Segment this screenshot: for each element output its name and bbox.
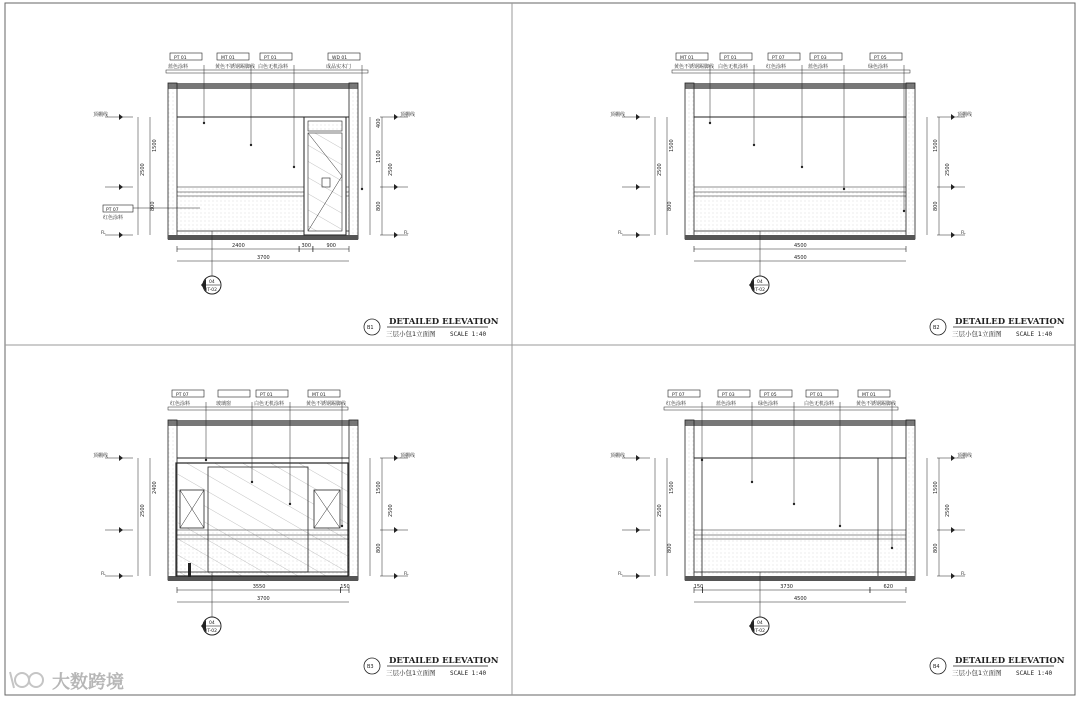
- material-tag: [758, 390, 795, 505]
- leader-dot: [801, 166, 803, 168]
- leader-dot: [903, 210, 905, 212]
- dimension-text: 1500: [152, 139, 158, 152]
- material-tag: [808, 53, 845, 190]
- material-tag-code: PT 01: [264, 56, 277, 61]
- material-tag: [766, 53, 803, 168]
- level-marker-right: [380, 527, 408, 533]
- subtitle-text: 三层小包1立面图: [386, 669, 436, 677]
- subtitle-text: 三层小包1立面图: [952, 330, 1002, 338]
- elevation-panel-b2: [610, 53, 1065, 338]
- dimension-text: 800: [933, 543, 939, 553]
- level-marker-left: [101, 571, 133, 579]
- material-tag-label: 成品实木门: [326, 64, 352, 70]
- dimension-text: 2400: [152, 481, 158, 494]
- material-tag-code: PT 01: [810, 393, 823, 398]
- material-tag-label: 玻璃窗: [216, 401, 232, 407]
- leader-dot: [839, 525, 841, 527]
- dimension-right: [370, 117, 394, 235]
- scale-text: SCALE 1:40: [450, 670, 487, 677]
- section-reference-number: 04: [209, 621, 215, 626]
- level-arrow-icon: [951, 184, 955, 190]
- title-text: DETAILED ELEVATION: [955, 656, 1065, 666]
- level-label: 顶棚线: [610, 112, 626, 118]
- left-column: [685, 420, 694, 580]
- dimension-left: [138, 117, 158, 235]
- dimension-text-total: 3700: [257, 596, 270, 602]
- dimension-text: 800: [376, 543, 382, 553]
- dimension-left: [655, 458, 675, 576]
- column-base: [188, 563, 191, 577]
- floor-slab: [168, 235, 358, 240]
- level-label-floor: FL: [404, 230, 409, 235]
- level-arrow-icon: [636, 573, 640, 579]
- material-tag-label: 白色无机涂料: [804, 401, 835, 407]
- level-arrow-icon: [951, 114, 955, 120]
- title-block: [930, 317, 1065, 338]
- section-reference: [201, 572, 221, 635]
- level-marker-right: [937, 571, 966, 579]
- material-tag-label: 红色涂料: [766, 64, 787, 70]
- level-label: 顶棚线: [93, 112, 109, 118]
- level-marker-left: [622, 184, 650, 190]
- dado-panel: [694, 187, 906, 235]
- level-arrow-icon: [951, 527, 955, 533]
- level-marker-left: [105, 184, 133, 190]
- level-arrow-icon: [394, 184, 398, 190]
- level-arrow-icon: [394, 455, 398, 461]
- level-arrow-icon: [636, 232, 640, 238]
- material-tag-code: PT 01: [174, 56, 187, 61]
- section-reference: [749, 231, 769, 294]
- material-tag-code: PT 05: [874, 56, 887, 61]
- material-tag-label: 蓝色涂料: [808, 64, 829, 70]
- subtitle-text: 三层小包1立面图: [386, 330, 436, 338]
- level-marker-right: [937, 230, 966, 238]
- elevation-panel-b1: [93, 53, 499, 338]
- level-marker-right: [937, 452, 972, 461]
- material-tag: [215, 53, 255, 146]
- dimension-text: 3730: [780, 584, 793, 590]
- material-tag-code: PT 07: [176, 393, 189, 398]
- dimension-text: 300: [301, 243, 312, 249]
- right-column: [906, 83, 915, 239]
- level-label-floor: FL: [101, 230, 106, 235]
- dimension-text: 800: [667, 201, 673, 211]
- leader-dot: [701, 459, 703, 461]
- ceiling-slab: [168, 83, 358, 89]
- level-marker-right: [937, 111, 972, 120]
- material-tag-label: 黄色不锈钢踢脚线: [856, 401, 897, 407]
- material-tag-code: MT 01: [312, 393, 326, 398]
- dimension-text: 150: [340, 584, 350, 590]
- material-tag: [716, 390, 753, 483]
- level-marker-left: [622, 527, 650, 533]
- level-marker-left: [93, 111, 133, 120]
- section-reference: [201, 231, 221, 294]
- leader-dot: [753, 144, 755, 146]
- leader-dot: [293, 166, 295, 168]
- dimension-text: 2500: [657, 504, 663, 517]
- section-reference-number: 04: [209, 280, 215, 285]
- level-arrow-icon: [394, 527, 398, 533]
- level-label-floor: FL: [618, 230, 623, 235]
- section-reference-sheet: IT-02: [206, 288, 218, 293]
- material-tag-code: PT 05: [764, 393, 777, 398]
- dimension-text-total: 4500: [794, 255, 807, 261]
- ceiling-slab: [168, 420, 358, 426]
- section-reference-sheet: IT-02: [206, 629, 218, 634]
- dimension-text: 1500: [669, 139, 675, 152]
- dimension-text-total: 3700: [257, 255, 270, 261]
- level-marker-left: [610, 111, 650, 120]
- level-marker-right: [380, 111, 415, 120]
- title-text: DETAILED ELEVATION: [955, 317, 1065, 327]
- level-marker-left: [618, 571, 650, 579]
- dimension-text: 2500: [388, 504, 394, 517]
- level-label: 顶棚线: [610, 453, 626, 459]
- title-block: [364, 656, 499, 677]
- level-marker-right: [380, 452, 415, 461]
- level-arrow-icon: [119, 455, 123, 461]
- level-label: 顶棚线: [400, 112, 416, 118]
- title-bubble-id: B3: [367, 664, 374, 670]
- left-column: [168, 83, 177, 239]
- dimension-text: 800: [150, 201, 156, 211]
- right-column: [349, 83, 358, 239]
- level-label-floor: FL: [961, 230, 966, 235]
- dimension-bottom: [694, 243, 906, 261]
- tag-underline: [168, 407, 348, 410]
- material-tag-label: 红色涂料: [170, 401, 191, 407]
- level-marker-left: [618, 230, 650, 238]
- tag-underline: [166, 70, 368, 73]
- level-arrow-icon: [636, 455, 640, 461]
- level-marker-left: [101, 230, 133, 238]
- level-marker-right: [937, 527, 965, 533]
- material-tag-code: MT 01: [221, 56, 235, 61]
- title-text: DETAILED ELEVATION: [389, 317, 499, 327]
- level-label-floor: FL: [618, 571, 623, 576]
- dimension-text: 2500: [140, 504, 146, 517]
- right-column: [349, 420, 358, 580]
- material-tag: [856, 390, 896, 549]
- material-tag: [718, 53, 755, 146]
- level-marker-left: [105, 527, 133, 533]
- watermark-logo-icon: [10, 672, 43, 688]
- dimension-left: [138, 458, 158, 576]
- level-arrow-icon: [119, 232, 123, 238]
- level-label-floor: FL: [101, 571, 106, 576]
- leader-dot: [361, 188, 363, 190]
- dimension-text: 4500: [794, 243, 807, 249]
- tag-underline: [664, 407, 898, 410]
- watermark: [10, 671, 124, 693]
- material-tag-code: PT 01: [260, 393, 273, 398]
- dimension-right: [927, 458, 951, 576]
- dimension-right: [370, 458, 394, 576]
- level-marker-right: [380, 230, 409, 238]
- level-arrow-icon: [951, 232, 955, 238]
- leader-dot: [289, 503, 291, 505]
- dimension-left: [655, 117, 675, 235]
- dimension-text: 1500: [933, 481, 939, 494]
- level-arrow-icon: [119, 527, 123, 533]
- leader-dot: [251, 481, 253, 483]
- level-label-floor: FL: [404, 571, 409, 576]
- section-reference: [749, 572, 769, 635]
- material-tag-label: 蓝色涂料: [168, 64, 189, 70]
- floor-slab: [168, 576, 358, 581]
- level-label-floor: FL: [961, 571, 966, 576]
- dimension-text-total: 4500: [794, 596, 807, 602]
- leader-dot: [751, 481, 753, 483]
- dimension-text: 1500: [669, 481, 675, 494]
- dimension-text: 2500: [945, 504, 951, 517]
- subtitle-text: 三层小包1立面图: [952, 669, 1002, 677]
- leader-dot: [843, 188, 845, 190]
- material-tag-label: 白色无机涂料: [254, 401, 285, 407]
- leader-dot: [341, 525, 343, 527]
- dimension-text: 150: [693, 584, 704, 590]
- leader-dot: [250, 144, 252, 146]
- section-reference-sheet: IT-02: [754, 288, 766, 293]
- level-arrow-icon: [394, 232, 398, 238]
- title-text: DETAILED ELEVATION: [389, 656, 499, 666]
- scale-text: SCALE 1:40: [1016, 331, 1053, 338]
- scale-text: SCALE 1:40: [1016, 670, 1053, 677]
- material-tag-label: 白色无机涂料: [258, 64, 289, 70]
- dimension-text: 2500: [945, 163, 951, 176]
- level-label: 顶棚线: [400, 453, 416, 459]
- dimension-text: 2400: [232, 243, 245, 249]
- leader-dot: [709, 122, 711, 124]
- title-bubble-id: B4: [933, 664, 940, 670]
- leader-dot: [203, 122, 205, 124]
- dimension-text: 400: [376, 118, 382, 128]
- ceiling-slab: [685, 83, 915, 89]
- level-arrow-icon: [636, 184, 640, 190]
- level-arrow-icon: [119, 573, 123, 579]
- title-block: [364, 317, 499, 338]
- material-tag-label: 红色涂料: [666, 401, 687, 407]
- ceiling-slab: [685, 420, 915, 426]
- door-transom: [308, 121, 342, 131]
- section-reference-number: 04: [757, 280, 763, 285]
- title-block: [930, 656, 1065, 677]
- level-arrow-icon: [636, 114, 640, 120]
- level-arrow-icon: [394, 573, 398, 579]
- level-arrow-icon: [636, 527, 640, 533]
- level-marker-right: [937, 184, 965, 190]
- door-leaf: [308, 133, 342, 231]
- material-tag-label: 黄色不锈钢踢脚线: [215, 64, 256, 70]
- watermark-brand-text: 大数跨境: [52, 672, 124, 693]
- level-marker-right: [380, 184, 408, 190]
- level-arrow-icon: [119, 114, 123, 120]
- level-arrow-icon: [951, 573, 955, 579]
- elevation-panel-b4: [610, 390, 1065, 677]
- level-arrow-icon: [119, 184, 123, 190]
- material-tag-label: 黄色不锈钢踢脚线: [306, 401, 347, 407]
- section-reference-sheet: IT-02: [754, 629, 766, 634]
- dimension-text: 2500: [388, 163, 394, 176]
- dimension-text: 800: [376, 201, 382, 211]
- material-tag-code: PT 03: [814, 56, 827, 61]
- material-tag-label: 蓝色涂料: [716, 401, 737, 407]
- dimension-bottom: [177, 584, 350, 602]
- material-tag: [258, 53, 295, 168]
- dimension-right: [927, 117, 951, 235]
- material-tag-label: 红色涂料: [103, 215, 124, 221]
- dimension-text: 2500: [657, 163, 663, 176]
- dimension-text: 900: [326, 243, 336, 249]
- level-arrow-icon: [394, 114, 398, 120]
- level-marker-right: [380, 571, 409, 579]
- material-tag-code: WD 01: [332, 56, 348, 61]
- level-label: 顶棚线: [957, 453, 973, 459]
- dimension-text: 800: [933, 201, 939, 211]
- material-tag-code: MT 01: [862, 393, 876, 398]
- level-label: 顶棚线: [93, 453, 109, 459]
- dimension-text: 620: [883, 584, 894, 590]
- material-tag-code: PT 07: [672, 393, 685, 398]
- floor-slab: [685, 576, 915, 581]
- dimension-text: 2500: [140, 163, 146, 176]
- leader-dot: [793, 503, 795, 505]
- left-column: [685, 83, 694, 239]
- material-tag-code: MT 01: [680, 56, 694, 61]
- dimension-text: 1500: [933, 139, 939, 152]
- level-arrow-icon: [951, 455, 955, 461]
- dimension-text: 1500: [376, 481, 382, 494]
- tag-underline: [672, 70, 910, 73]
- material-tag-code: PT 01: [724, 56, 737, 61]
- dimension-bottom: [694, 584, 906, 602]
- material-tag-label: 绿色涂料: [868, 64, 889, 70]
- right-column: [906, 420, 915, 580]
- dimension-text: 3550: [252, 584, 266, 590]
- level-marker-left: [93, 452, 133, 461]
- leader-dot: [205, 459, 207, 461]
- level-label: 顶棚线: [957, 112, 973, 118]
- material-tag-code: PT 03: [722, 393, 735, 398]
- elevation-panel-b3: [93, 390, 499, 677]
- section-reference-number: 04: [757, 621, 763, 626]
- title-bubble-id: B1: [367, 325, 374, 331]
- material-tag-box: [218, 390, 250, 397]
- material-tag-label: 绿色涂料: [758, 401, 779, 407]
- leader-dot: [891, 547, 893, 549]
- material-tag-code: PT 07: [772, 56, 785, 61]
- scale-text: SCALE 1:40: [450, 331, 487, 338]
- floor-slab: [685, 235, 915, 240]
- dimension-text: 1100: [376, 150, 382, 163]
- material-tag: [804, 390, 841, 527]
- material-tag-label: 黄色不锈钢踢脚线: [674, 64, 715, 70]
- material-tag-label: 白色无机涂料: [718, 64, 749, 70]
- level-marker-left: [610, 452, 650, 461]
- dimension-bottom: [177, 243, 349, 261]
- dado-panel: [694, 530, 906, 576]
- material-tag-code: PT 07: [106, 208, 119, 213]
- title-bubble-id: B2: [933, 325, 940, 331]
- dimension-text: 800: [667, 543, 673, 553]
